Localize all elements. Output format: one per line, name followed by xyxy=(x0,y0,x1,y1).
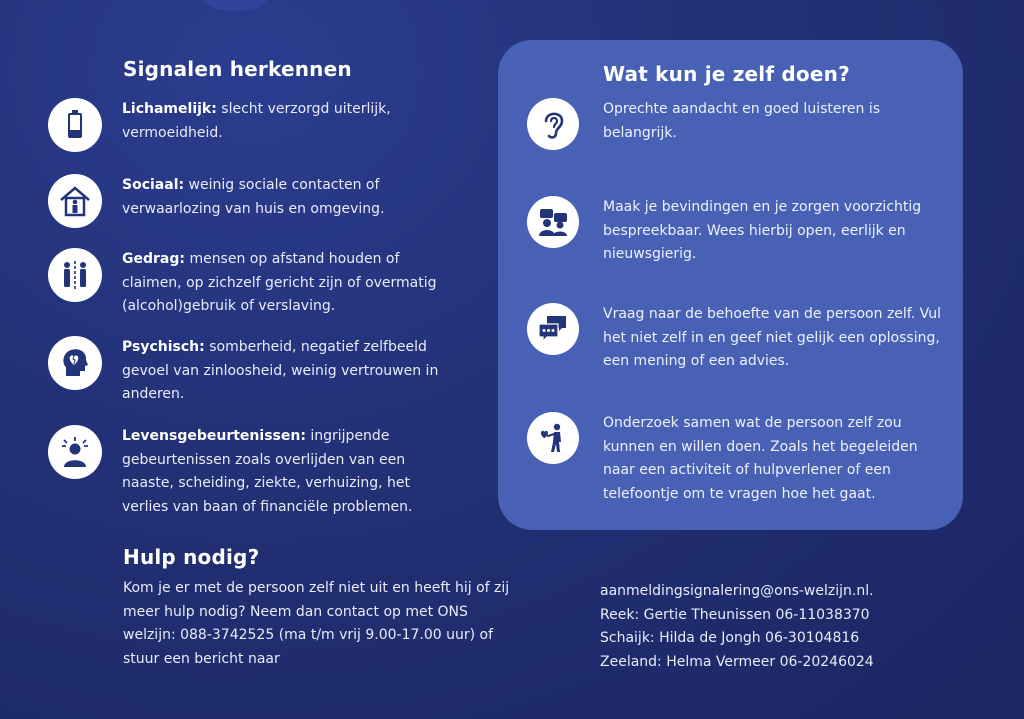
tip-text: Vraag naar de behoefte van de persoon zelf. Vul het niet zelf in en geef niet gelijk een oplossing, een mening of een advies. xyxy=(603,306,941,369)
contact-block xyxy=(600,580,874,674)
signals-title: Signalen herkennen xyxy=(123,57,352,81)
contact-line-schaijk: Schaijk: Hilda de Jongh 06-30104816 xyxy=(600,630,860,646)
tip-item xyxy=(527,98,947,150)
tips-title: Wat kun je zelf doen? xyxy=(603,62,850,86)
stressed-person-icon xyxy=(48,425,102,479)
house-person-icon xyxy=(48,174,102,228)
chat-bubbles-icon xyxy=(527,303,579,355)
signal-item-gedrag xyxy=(48,248,448,319)
signal-item-levensgebeurtenissen xyxy=(48,425,448,519)
tip-item xyxy=(527,303,947,374)
two-people-icon xyxy=(527,196,579,248)
signal-label: Gedrag: xyxy=(122,251,185,267)
signal-description: weinig sociale contacten of verwaarlozing van huis en omgeving. xyxy=(122,177,385,217)
contact-line-reek: Reek: Gertie Theunissen 06-11038370 xyxy=(600,606,870,623)
signal-label: Lichamelijk: xyxy=(122,101,217,117)
tip-text: Oprechte aandacht en goed luisteren is belangrijk. xyxy=(603,101,881,141)
signal-label: Levensgebeurtenissen: xyxy=(122,428,306,444)
tip-text: Maak je bevindingen en je zorgen voorzichtig bespreekbaar. Wees hierbij open, eerlijk en nieuwsgierig. xyxy=(603,199,922,262)
signal-item-sociaal xyxy=(48,174,448,228)
person-heart-icon xyxy=(527,412,579,464)
tip-item xyxy=(527,196,947,267)
tip-item xyxy=(527,412,947,506)
head-broken-heart-icon xyxy=(48,336,102,390)
signal-description: slecht verzorgd uiterlijk, vermoeidheid. xyxy=(122,101,391,141)
signal-item-psychisch xyxy=(48,336,448,407)
signal-description: ingrijpende gebeurtenissen zoals overlijden van een naaste, scheiding, ziekte, verhuizing, het verlies van baan of financiële problemen. xyxy=(122,428,413,515)
decorative-top-shape xyxy=(195,0,275,10)
signal-description: somberheid, negatief zelfbeeld gevoel van zinloosheid, weinig vertrouwen in anderen. xyxy=(122,339,439,402)
distanced-people-icon xyxy=(48,248,102,302)
signal-label: Sociaal: xyxy=(122,177,185,193)
signal-label: Psychisch: xyxy=(122,339,205,355)
ear-icon xyxy=(527,98,579,150)
help-title: Hulp nodig? xyxy=(123,545,260,569)
battery-low-icon xyxy=(48,98,102,152)
tip-text: Onderzoek samen wat de persoon zelf zou kunnen en willen doen. Zoals het begeleiden naar een activiteit of hulpverlener of een telefoontje om te vragen hoe het gaat. xyxy=(603,415,918,502)
contact-line-zeeland: Zeeland: Helma Vermeer 06-20246024 xyxy=(600,653,874,670)
signal-item-lichamelijk xyxy=(48,98,448,152)
signal-description: mensen op afstand houden of claimen, op zichzelf gericht zijn of overmatig (alcohol)gebruik of verslaving. xyxy=(122,251,437,314)
contact-email[interactable]: aanmeldingsignalering@ons-welzijn.nl. xyxy=(600,583,874,599)
help-text: Kom je er met de persoon zelf niet uit en heeft hij of zij meer hulp nodig? Neem dan contact op met ONS welzijn: 088-3742525 (ma t/m vrij 9.00-17.00 uur) of stuur een bericht naar xyxy=(123,580,510,667)
